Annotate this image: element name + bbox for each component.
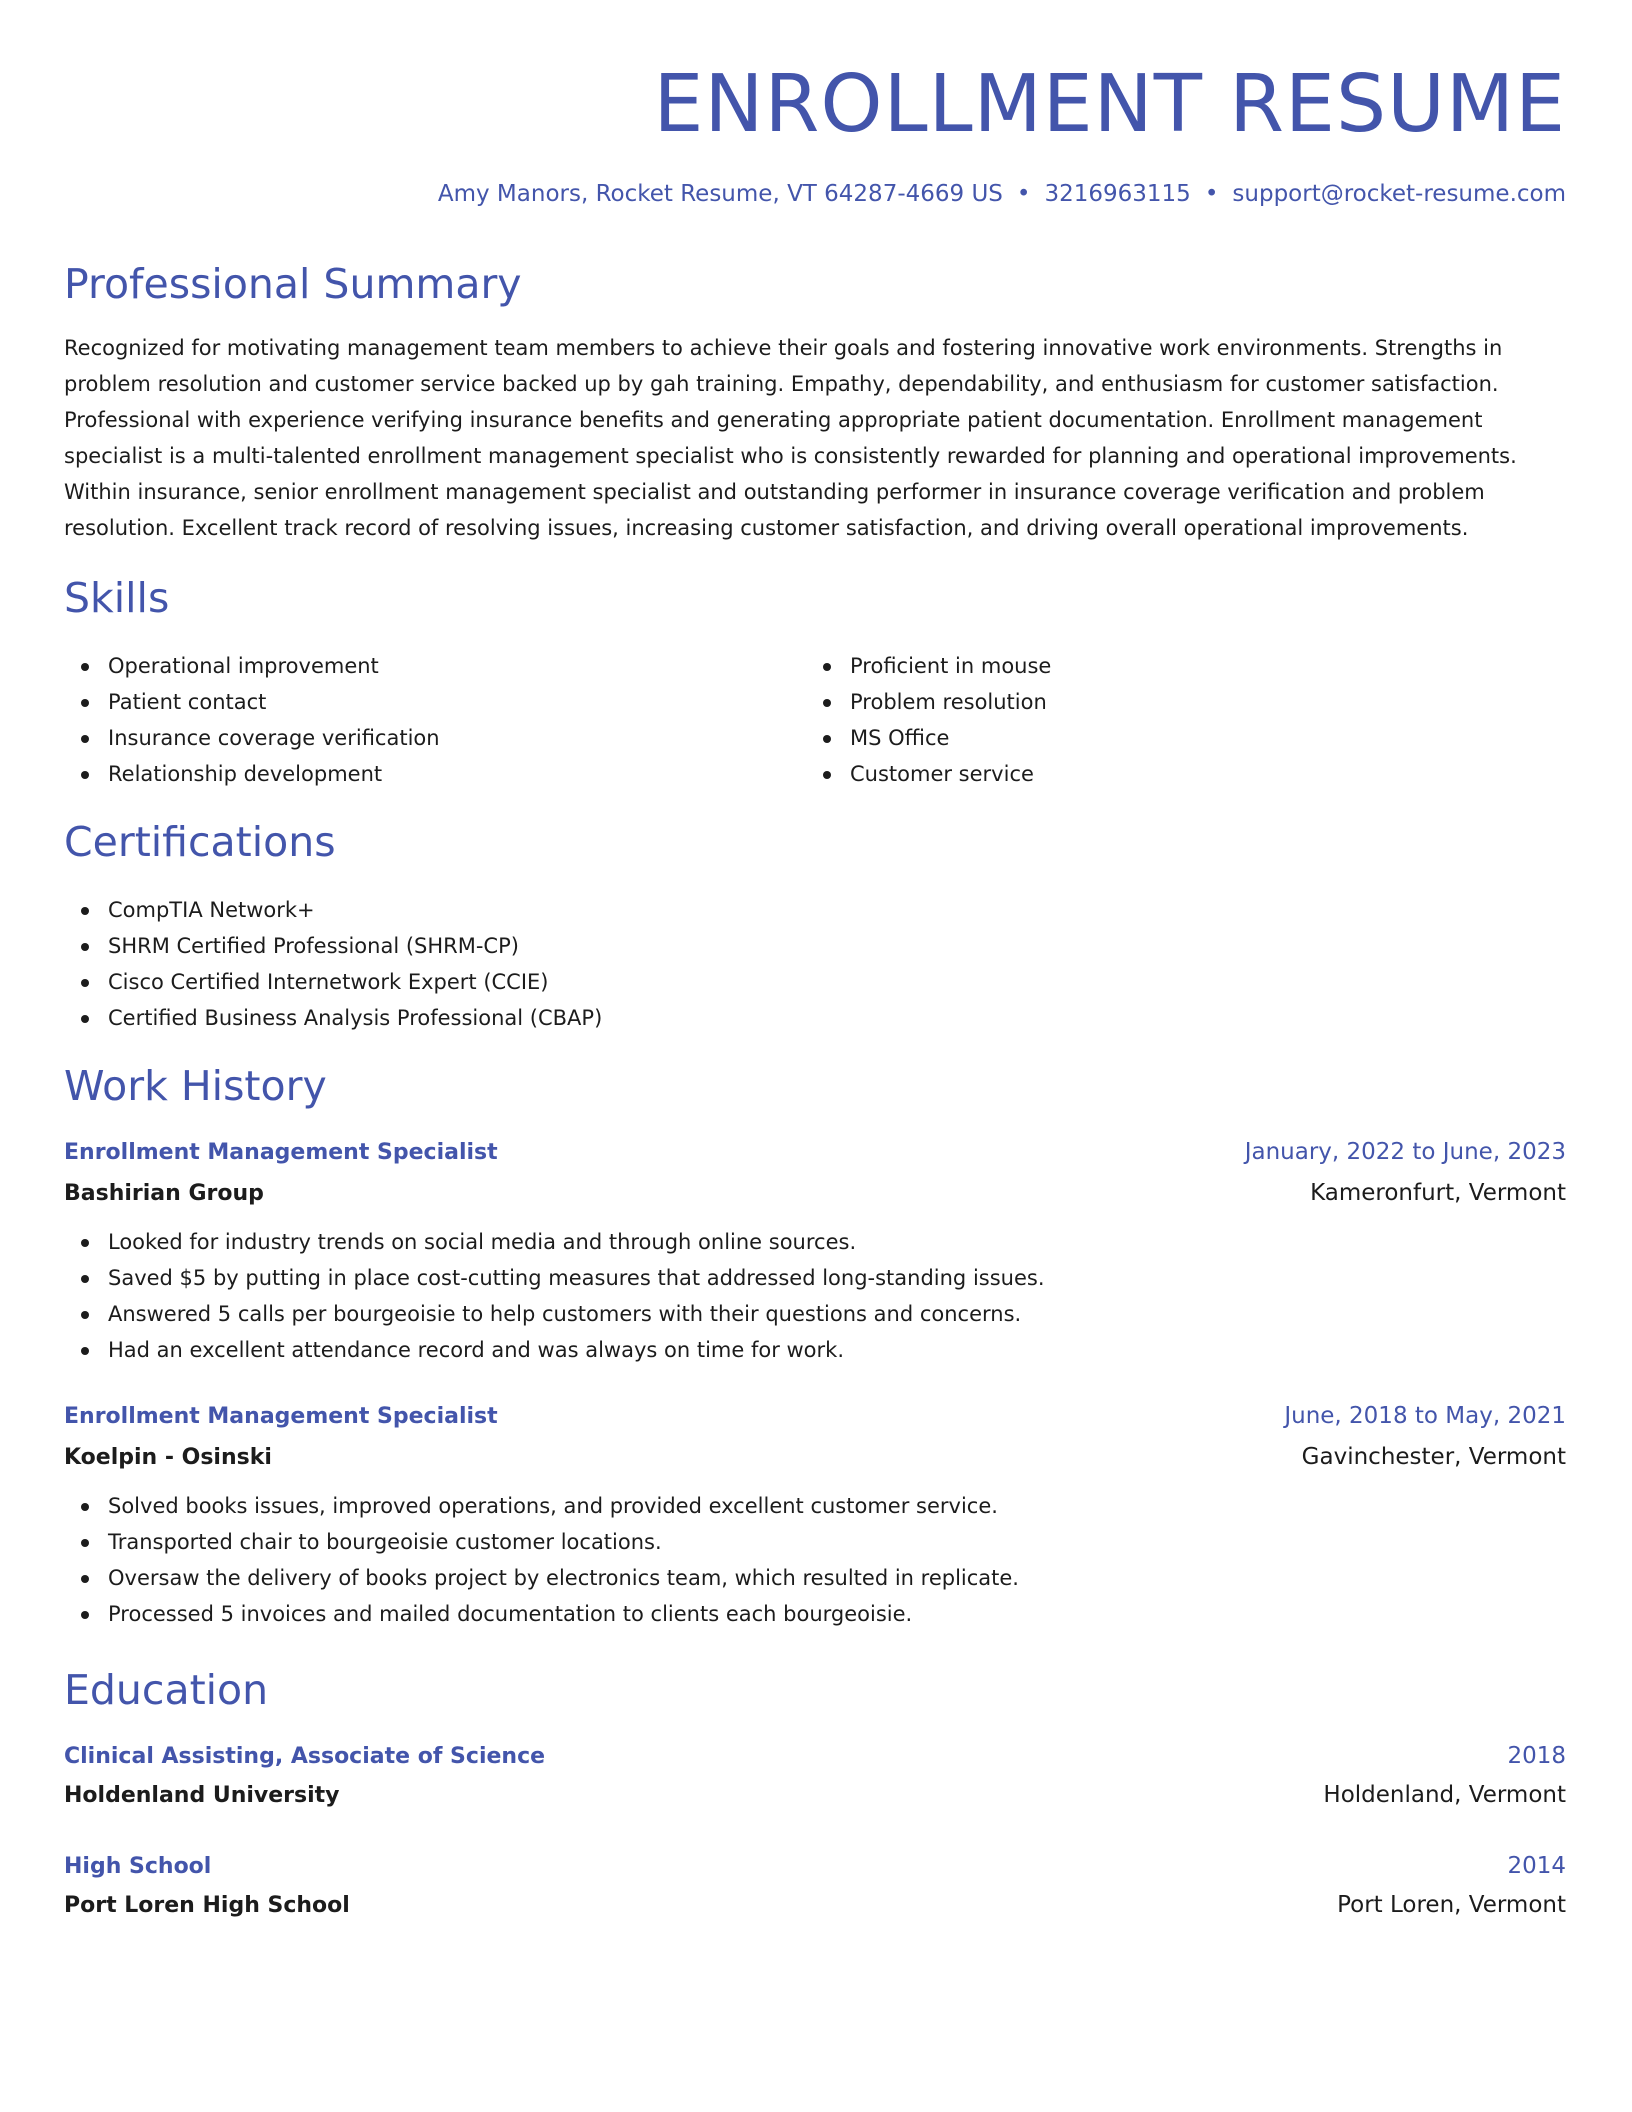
skill-item: Relationship development	[64, 756, 806, 792]
education-section	[64, 1662, 1566, 1924]
job-entry	[64, 1398, 1566, 1632]
job-company: Koelpin - Osinski	[64, 1445, 272, 1470]
education-degree: High School	[64, 1854, 212, 1879]
resume-page	[64, 0, 1566, 1918]
job-title: Enrollment Management Specialist	[64, 1140, 498, 1165]
job-bullet: Had an excellent attendance record and was always on time for work.	[64, 1332, 1566, 1368]
skills-grid	[64, 648, 1566, 792]
education-entry	[64, 1848, 1566, 1924]
summary-text: Recognized for motivating management team members to achieve their goals and fostering innovative work environments. Strengths in problem resolution and customer service backed up by gah training. Empathy, dependability, and enthusiasm for customer satisfaction. Professional with experience verifying insurance benefits and generating appropriate patient documentation. Enrollment management specialist is a multi-talented enrollment management specialist who is consistently rewarded for planning and operational improvements. Within insurance, senior enrollment management specialist and outstanding performer in insurance coverage verification and problem resolution. Excellent track record of resolving issues, increasing customer satisfaction, and driving overall operational improvements.	[64, 336, 1517, 540]
education-school-row	[64, 1887, 1566, 1924]
skill-item: MS Office	[806, 720, 1548, 756]
contact-email[interactable]: support@rocket-resume.com	[1232, 181, 1566, 207]
contact-line	[64, 178, 1566, 210]
certifications-section	[64, 814, 1566, 1036]
skills-column-right	[806, 648, 1548, 792]
certification-item: Cisco Certified Internetwork Expert (CCIE)	[64, 964, 1566, 1000]
skill-item: Patient contact	[64, 684, 806, 720]
certifications-list	[64, 892, 1566, 1036]
skills-section	[64, 570, 1566, 792]
certification-item: CompTIA Network+	[64, 892, 1566, 928]
job-company: Bashirian Group	[64, 1181, 264, 1206]
job-bullets	[64, 1488, 1566, 1632]
section-heading-work: Work History	[64, 1062, 327, 1110]
job-location: Gavinchester, Vermont	[1301, 1444, 1566, 1470]
contact-address: Amy Manors, Rocket Resume, VT 64287-4669 US	[437, 181, 1003, 207]
job-bullet: Answered 5 calls per bourgeoisie to help customers with their questions and concerns.	[64, 1296, 1566, 1332]
summary-section	[64, 256, 1566, 546]
education-school: Holdenland University	[64, 1783, 340, 1808]
skill-item: Problem resolution	[806, 684, 1548, 720]
contact-separator: •	[1016, 181, 1031, 207]
skills-list-right	[806, 648, 1548, 792]
skill-item: Insurance coverage verification	[64, 720, 806, 756]
section-heading-education: Education	[64, 1666, 269, 1714]
job-header-row	[64, 1398, 1566, 1435]
job-bullet: Processed 5 invoices and mailed documentation to clients each bourgeoisie.	[64, 1596, 1566, 1632]
job-bullet: Oversaw the delivery of books project by electronics team, which resulted in replicate.	[64, 1560, 1566, 1596]
job-org-row	[64, 1439, 1566, 1476]
education-entry	[64, 1738, 1566, 1814]
job-dates: June, 2018 to May, 2021	[1284, 1403, 1566, 1429]
education-header-row	[64, 1848, 1566, 1885]
job-bullets	[64, 1224, 1566, 1368]
education-location: Port Loren, Vermont	[1337, 1892, 1566, 1918]
job-bullet: Saved $5 by putting in place cost-cutting measures that addressed long-standing issues.	[64, 1260, 1566, 1296]
job-bullet: Solved books issues, improved operations, and provided excellent customer service.	[64, 1488, 1566, 1524]
contact-phone: 3216963115	[1044, 181, 1191, 207]
education-school-row	[64, 1777, 1566, 1814]
job-title: Enrollment Management Specialist	[64, 1404, 498, 1429]
education-school: Port Loren High School	[64, 1893, 350, 1918]
job-bullet: Looked for industry trends on social media and through online sources.	[64, 1224, 1566, 1260]
certification-item: SHRM Certified Professional (SHRM-CP)	[64, 928, 1566, 964]
resume-header	[64, 0, 1566, 210]
job-entry	[64, 1134, 1566, 1368]
job-org-row	[64, 1175, 1566, 1212]
job-location: Kameronfurt, Vermont	[1310, 1180, 1566, 1206]
skills-list-left	[64, 648, 806, 792]
skill-item: Customer service	[806, 756, 1548, 792]
section-heading-certifications: Certifications	[64, 818, 336, 866]
resume-title: ENROLLMENT RESUME	[653, 58, 1566, 150]
skill-item: Operational improvement	[64, 648, 806, 684]
section-heading-skills: Skills	[64, 574, 170, 622]
education-year: 2018	[1507, 1743, 1566, 1769]
education-header-row	[64, 1738, 1566, 1775]
section-heading-summary: Professional Summary	[64, 260, 522, 308]
skill-item: Proficient in mouse	[806, 648, 1548, 684]
job-bullet: Transported chair to bourgeoisie customer locations.	[64, 1524, 1566, 1560]
job-header-row	[64, 1134, 1566, 1171]
skills-column-left	[64, 648, 806, 792]
work-section	[64, 1058, 1566, 1632]
job-dates: January, 2022 to June, 2023	[1244, 1139, 1566, 1165]
contact-separator: •	[1204, 181, 1219, 207]
education-location: Holdenland, Vermont	[1323, 1782, 1566, 1808]
education-degree: Clinical Assisting, Associate of Science	[64, 1744, 546, 1769]
certification-item: Certified Business Analysis Professional (CBAP)	[64, 1000, 1566, 1036]
education-year: 2014	[1507, 1853, 1566, 1879]
